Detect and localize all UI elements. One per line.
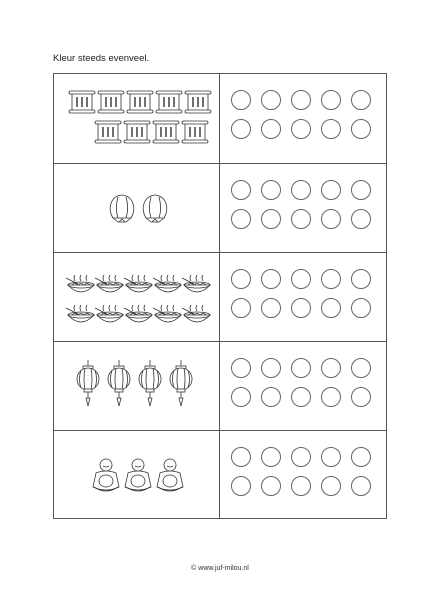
noodle-bowl-icon [66,275,94,292]
circle-cell [219,431,386,518]
answer-circle[interactable] [261,180,281,200]
answer-circle[interactable] [231,298,251,318]
answer-circle[interactable] [291,387,311,407]
scroll-icon [124,121,150,143]
answer-circle[interactable] [351,180,371,200]
sky-lantern-icon [143,195,167,222]
answer-circle[interactable] [351,298,371,318]
answer-circle[interactable] [261,387,281,407]
hanging-lantern-pictures [54,342,219,431]
circle-cell [219,74,386,163]
answer-circle[interactable] [261,209,281,229]
answer-circle[interactable] [351,447,371,467]
answer-circle[interactable] [231,447,251,467]
worksheet-row-noodle-bowls [54,252,386,341]
answer-circle[interactable] [231,90,251,110]
answer-circle[interactable] [351,269,371,289]
hanging-lantern-icon [108,360,130,406]
noodle-bowl-icon [95,275,123,292]
answer-circle[interactable] [321,209,341,229]
answer-circle[interactable] [231,476,251,496]
hanging-lantern-icon [139,360,161,406]
scroll-icon [127,91,153,113]
answer-circle[interactable] [291,119,311,139]
answer-circle[interactable] [291,209,311,229]
answer-circle[interactable] [231,269,251,289]
scroll-icon [153,121,179,143]
sky-lantern-pictures [54,164,219,253]
scroll-icon [69,91,95,113]
answer-circle[interactable] [291,298,311,318]
worksheet-row-hanging-lanterns [54,341,386,430]
picture-cell [54,431,220,518]
worksheet-table [53,73,387,519]
picture-cell [54,74,220,163]
worksheet-row-buddhas [54,430,386,518]
answer-circle[interactable] [261,358,281,378]
noodle-bowl-icon [182,275,210,292]
buddha-icon [157,459,183,491]
hanging-lantern-icon [170,360,192,406]
answer-circle[interactable] [231,358,251,378]
instruction-title: Kleur steeds evenveel. [53,53,150,64]
answer-circle[interactable] [261,119,281,139]
scroll-pictures [54,74,219,163]
buddha-icon [93,459,119,491]
answer-circle[interactable] [351,387,371,407]
answer-circle[interactable] [291,269,311,289]
buddha-icon [125,459,151,491]
answer-circle[interactable] [351,209,371,229]
answer-circle[interactable] [291,358,311,378]
answer-circle[interactable] [351,358,371,378]
answer-circle[interactable] [351,90,371,110]
noodle-bowl-icon [153,275,181,292]
copyright-footer: © www.juf-milou.nl [191,565,249,572]
noodle-bowl-icon [66,305,94,322]
answer-circle[interactable] [261,298,281,318]
answer-circle[interactable] [321,358,341,378]
noodle-bowl-icon [124,275,152,292]
answer-circle[interactable] [351,119,371,139]
answer-circle[interactable] [231,180,251,200]
circle-cell [219,253,386,341]
answer-circle[interactable] [321,387,341,407]
answer-circle[interactable] [291,447,311,467]
answer-circle[interactable] [231,119,251,139]
answer-circle[interactable] [231,209,251,229]
answer-circle[interactable] [321,90,341,110]
picture-cell [54,253,220,341]
scroll-icon [185,91,211,113]
answer-circle[interactable] [261,476,281,496]
answer-circle[interactable] [351,476,371,496]
answer-circle[interactable] [261,90,281,110]
answer-circle[interactable] [291,180,311,200]
noodle-bowl-pictures [54,253,219,342]
noodle-bowl-icon [153,305,181,322]
answer-circle[interactable] [321,476,341,496]
circle-cell [219,342,386,430]
worksheet-row-scrolls [54,74,386,163]
answer-circle[interactable] [321,269,341,289]
scroll-icon [156,91,182,113]
answer-circle[interactable] [321,447,341,467]
scroll-icon [95,121,121,143]
picture-cell [54,342,220,430]
noodle-bowl-icon [95,305,123,322]
scroll-icon [182,121,208,143]
circle-cell [219,164,386,252]
answer-circle[interactable] [321,298,341,318]
hanging-lantern-icon [77,360,99,406]
sky-lantern-icon [110,195,134,222]
answer-circle[interactable] [291,90,311,110]
answer-circle[interactable] [261,447,281,467]
answer-circle[interactable] [261,269,281,289]
noodle-bowl-icon [124,305,152,322]
answer-circle[interactable] [231,387,251,407]
picture-cell [54,164,220,252]
noodle-bowl-icon [182,305,210,322]
answer-circle[interactable] [321,119,341,139]
scroll-icon [98,91,124,113]
worksheet-row-sky-lanterns [54,163,386,252]
buddha-pictures [54,431,219,519]
answer-circle[interactable] [291,476,311,496]
answer-circle[interactable] [321,180,341,200]
